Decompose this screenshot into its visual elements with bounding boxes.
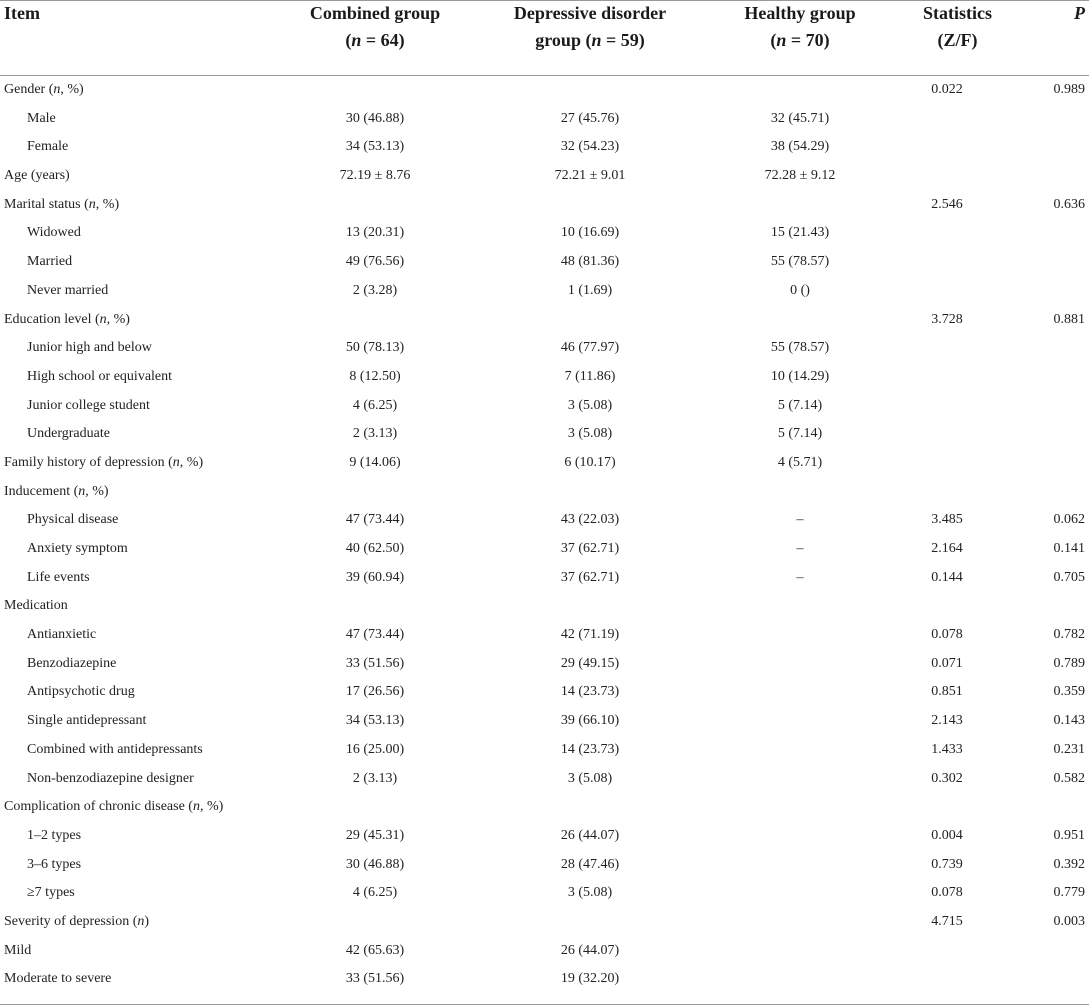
row-item-label: Antipsychotic drug xyxy=(27,684,135,700)
row-statistic-value: 0.739 xyxy=(931,856,963,872)
table-row xyxy=(0,822,1089,851)
row-statistic-value: 1.433 xyxy=(931,741,963,757)
row-combined-value: 34 (53.13) xyxy=(345,139,405,155)
row-depressive-value: 43 (22.03) xyxy=(560,512,620,528)
table-row xyxy=(0,191,1089,220)
table-row xyxy=(0,736,1089,765)
row-healthy-value: 72.28 ± 9.12 xyxy=(764,168,836,184)
header-healthy-line1: Healthy group xyxy=(744,3,856,23)
row-combined-value: 2 (3.13) xyxy=(352,426,398,442)
row-depressive-value: 3 (5.08) xyxy=(567,885,613,901)
header-statistics-line1: Statistics xyxy=(923,3,992,23)
header-item-label: Item xyxy=(4,3,40,23)
row-statistic-value: 3.485 xyxy=(931,512,963,528)
row-combined-value: 33 (51.56) xyxy=(345,971,405,987)
row-depressive-value: 7 (11.86) xyxy=(564,368,616,384)
row-item-label: Life events xyxy=(27,569,90,585)
row-p-value: 0.359 xyxy=(1053,684,1085,700)
table-body xyxy=(0,76,1089,994)
row-item-label: Medication xyxy=(4,598,68,614)
table-row xyxy=(0,334,1089,363)
row-statistic-value: 2.164 xyxy=(931,541,963,556)
table-row xyxy=(0,76,1089,105)
row-p-value: 0.062 xyxy=(1053,512,1085,528)
row-combined-value: 39 (60.94) xyxy=(345,569,405,585)
row-healthy-value: 0 () xyxy=(790,282,810,298)
table-row xyxy=(0,162,1089,191)
table-row xyxy=(0,621,1089,650)
row-item-label: Gender (n, %) xyxy=(4,82,84,97)
row-item-label: Physical disease xyxy=(27,512,119,528)
table-row xyxy=(0,879,1089,908)
row-statistic-value: 2.143 xyxy=(931,713,963,729)
row-combined-value: 17 (26.56) xyxy=(345,684,405,700)
row-p-value: 0.881 xyxy=(1053,311,1085,327)
row-combined-value: 29 (45.31) xyxy=(345,827,405,843)
row-depressive-value: 39 (66.10) xyxy=(560,713,620,729)
row-item-label: Antianxietic xyxy=(27,627,97,643)
table-row xyxy=(0,105,1089,134)
row-item-label: Complication of chronic disease (n, %) xyxy=(4,799,224,815)
row-healthy-value: – xyxy=(796,569,804,585)
row-p-value: 0.989 xyxy=(1053,82,1085,97)
row-statistic-value: 0.004 xyxy=(931,827,963,843)
row-healthy-value: 55 (78.57) xyxy=(770,340,830,356)
row-healthy-value: – xyxy=(796,512,804,528)
row-p-value: 0.143 xyxy=(1053,713,1085,729)
table-row xyxy=(0,707,1089,736)
row-item-label: ≥7 types xyxy=(27,885,75,901)
table-row xyxy=(0,449,1089,478)
row-combined-value: 16 (25.00) xyxy=(345,741,405,757)
table-row xyxy=(0,937,1089,966)
row-depressive-value: 26 (44.07) xyxy=(560,942,620,958)
row-healthy-value: 32 (45.71) xyxy=(770,110,830,126)
row-combined-value: 42 (65.63) xyxy=(345,942,405,958)
row-p-value: 0.582 xyxy=(1053,770,1085,786)
row-item-label: Age (years) xyxy=(4,168,70,184)
row-item-label: Male xyxy=(27,110,56,126)
header-item xyxy=(4,0,40,27)
table-row xyxy=(0,392,1089,421)
row-item-label: Family history of depression (n, %) xyxy=(4,454,204,470)
table-row xyxy=(0,133,1089,162)
row-depressive-value: 37 (62.71) xyxy=(560,541,620,556)
row-depressive-value: 29 (49.15) xyxy=(560,655,620,671)
row-combined-value: 4 (6.25) xyxy=(352,885,398,901)
row-combined-value: 40 (62.50) xyxy=(345,541,405,556)
row-item-label: Anxiety symptom xyxy=(27,541,128,556)
row-combined-value: 34 (53.13) xyxy=(345,713,405,729)
row-depressive-value: 26 (44.07) xyxy=(560,827,620,843)
row-combined-value: 4 (6.25) xyxy=(352,397,398,413)
table-row xyxy=(0,506,1089,535)
header-combined-group xyxy=(300,0,450,54)
row-item-label: High school or equivalent xyxy=(27,368,173,384)
table-row xyxy=(0,219,1089,248)
row-depressive-value: 3 (5.08) xyxy=(567,426,613,442)
row-combined-value: 2 (3.28) xyxy=(352,282,398,298)
row-item-label: Combined with antidepressants xyxy=(27,741,203,757)
row-item-label: Mild xyxy=(4,942,32,958)
table-row xyxy=(0,908,1089,937)
header-p-label: P xyxy=(1074,3,1085,23)
table-row xyxy=(0,420,1089,449)
row-p-value: 0.705 xyxy=(1053,569,1085,585)
table-row xyxy=(0,650,1089,679)
row-combined-value: 33 (51.56) xyxy=(345,655,405,671)
row-healthy-value: 4 (5.71) xyxy=(777,454,823,470)
row-p-value: 0.392 xyxy=(1053,856,1085,872)
row-healthy-value: 38 (54.29) xyxy=(770,139,830,155)
row-p-value: 0.636 xyxy=(1053,196,1085,212)
row-depressive-value: 48 (81.36) xyxy=(560,254,620,270)
row-healthy-value: 5 (7.14) xyxy=(777,426,823,442)
row-p-value: 0.779 xyxy=(1053,885,1085,901)
row-item-label: Never married xyxy=(27,282,109,298)
row-depressive-value: 27 (45.76) xyxy=(560,110,620,126)
row-depressive-value: 72.21 ± 9.01 xyxy=(554,168,626,184)
row-healthy-value: 55 (78.57) xyxy=(770,254,830,270)
row-depressive-value: 6 (10.17) xyxy=(564,454,616,470)
row-depressive-value: 14 (23.73) xyxy=(560,684,620,700)
row-depressive-value: 46 (77.97) xyxy=(560,340,620,356)
row-statistic-value: 0.071 xyxy=(931,655,963,671)
row-depressive-value: 1 (1.69) xyxy=(567,282,613,298)
row-combined-value: 50 (78.13) xyxy=(345,340,405,356)
header-depressive-line2: group (n = 59) xyxy=(535,30,645,50)
row-combined-value: 47 (73.44) xyxy=(345,512,405,528)
row-combined-value: 30 (46.88) xyxy=(345,856,405,872)
row-item-label: Severity of depression (n) xyxy=(4,913,150,929)
row-combined-value: 72.19 ± 8.76 xyxy=(339,168,411,184)
row-combined-value: 8 (12.50) xyxy=(349,368,401,384)
row-healthy-value: – xyxy=(796,541,804,556)
row-p-value: 0.231 xyxy=(1053,741,1085,757)
table-row xyxy=(0,592,1089,621)
row-combined-value: 49 (76.56) xyxy=(345,254,405,270)
row-depressive-value: 10 (16.69) xyxy=(560,225,620,241)
row-depressive-value: 3 (5.08) xyxy=(567,397,613,413)
row-statistic-value: 4.715 xyxy=(931,913,963,929)
header-statistics-line2: (Z/F) xyxy=(937,30,978,50)
row-item-label: Education level (n, %) xyxy=(4,311,130,327)
row-item-label: Single antidepressant xyxy=(27,713,147,729)
row-combined-value: 13 (20.31) xyxy=(345,225,405,241)
row-healthy-value: 15 (21.43) xyxy=(770,225,830,241)
header-p-value xyxy=(1060,0,1085,27)
header-combined-line2: (n = 64) xyxy=(345,30,405,50)
row-item-label: Female xyxy=(27,139,69,155)
row-depressive-value: 32 (54.23) xyxy=(560,139,620,155)
row-item-label: Undergraduate xyxy=(27,426,110,442)
header-depressive-group xyxy=(505,0,675,54)
row-healthy-value: 5 (7.14) xyxy=(777,397,823,413)
table-bottom-rule xyxy=(0,1004,1089,1005)
row-p-value: 0.789 xyxy=(1053,655,1085,671)
row-statistic-value: 0.851 xyxy=(931,684,963,700)
row-p-value: 0.003 xyxy=(1053,913,1085,929)
row-depressive-value: 37 (62.71) xyxy=(560,569,620,585)
row-item-label: Widowed xyxy=(27,225,81,241)
row-item-label: 1–2 types xyxy=(27,827,82,843)
row-p-value: 0.141 xyxy=(1053,541,1085,556)
table-row xyxy=(0,535,1089,564)
table-row xyxy=(0,478,1089,507)
row-item-label: Inducement (n, %) xyxy=(4,483,109,499)
row-statistic-value: 3.728 xyxy=(931,311,963,327)
row-p-value: 0.951 xyxy=(1053,827,1085,843)
table-row xyxy=(0,277,1089,306)
table-row xyxy=(0,765,1089,794)
header-depressive-line1: Depressive disorder xyxy=(513,3,667,23)
row-depressive-value: 19 (32.20) xyxy=(560,971,620,987)
row-statistic-value: 0.022 xyxy=(931,82,963,97)
row-statistic-value: 0.302 xyxy=(931,770,963,786)
row-item-label: Benzodiazepine xyxy=(27,655,117,671)
row-item-label: Moderate to severe xyxy=(4,971,112,987)
row-combined-value: 47 (73.44) xyxy=(345,627,405,643)
row-combined-value: 30 (46.88) xyxy=(345,110,405,126)
row-combined-value: 2 (3.13) xyxy=(352,770,398,786)
row-item-label: Married xyxy=(27,254,73,270)
row-item-label: Junior college student xyxy=(27,397,150,413)
row-statistic-value: 0.144 xyxy=(931,569,963,585)
row-healthy-value: 10 (14.29) xyxy=(770,368,830,384)
row-item-label: Junior high and below xyxy=(27,340,152,356)
row-item-label: Non-benzodiazepine designer xyxy=(27,770,194,786)
table-row xyxy=(0,248,1089,277)
row-statistic-value: 2.546 xyxy=(931,196,963,212)
header-healthy-group xyxy=(730,0,870,54)
table-row xyxy=(0,678,1089,707)
table-row xyxy=(0,564,1089,593)
row-item-label: 3–6 types xyxy=(27,856,82,872)
header-combined-line1: Combined group xyxy=(309,3,441,23)
row-p-value: 0.782 xyxy=(1053,627,1085,643)
table-row xyxy=(0,793,1089,822)
header-healthy-line2: (n = 70) xyxy=(770,30,830,50)
row-depressive-value: 28 (47.46) xyxy=(560,856,620,872)
table-row xyxy=(0,363,1089,392)
table-row xyxy=(0,965,1089,994)
row-item-label: Marital status (n, %) xyxy=(4,196,120,212)
header-statistics xyxy=(910,0,1005,54)
row-combined-value: 9 (14.06) xyxy=(349,454,401,470)
row-depressive-value: 42 (71.19) xyxy=(560,627,620,643)
row-depressive-value: 14 (23.73) xyxy=(560,741,620,757)
table-row xyxy=(0,306,1089,335)
table-row xyxy=(0,851,1089,880)
row-statistic-value: 0.078 xyxy=(931,627,963,643)
row-depressive-value: 3 (5.08) xyxy=(567,770,613,786)
row-statistic-value: 0.078 xyxy=(931,885,963,901)
